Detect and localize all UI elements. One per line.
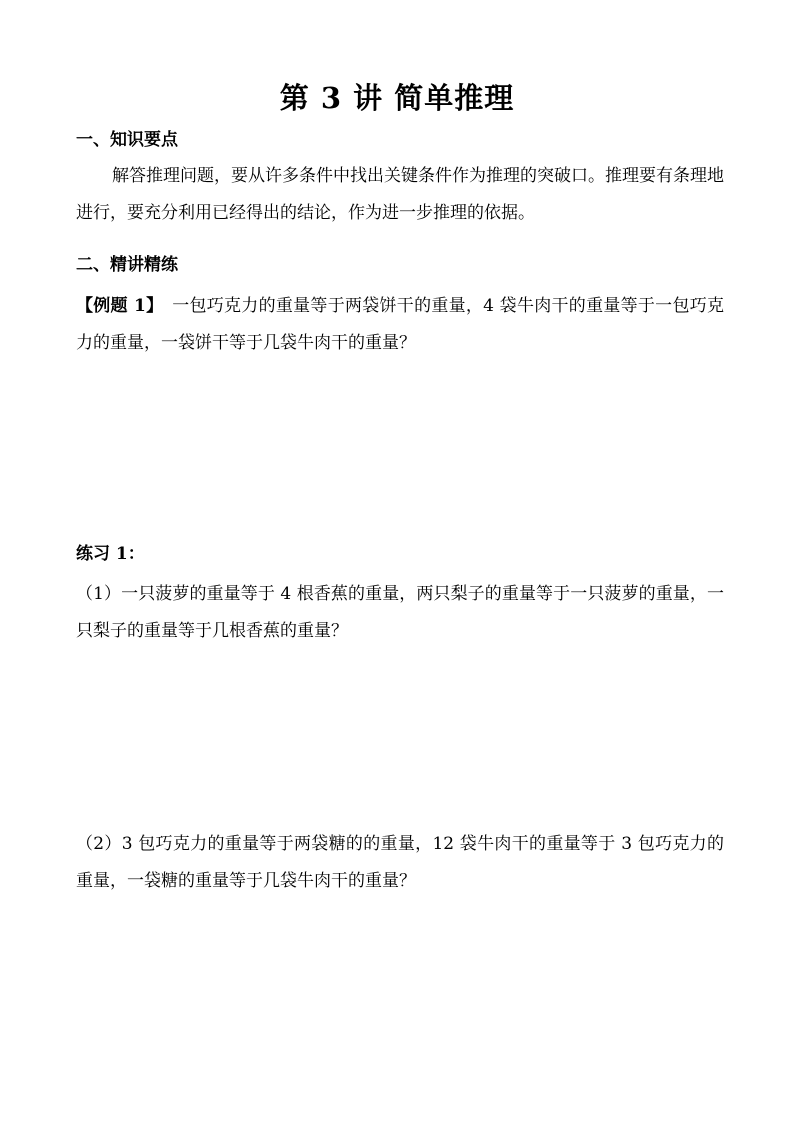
example-1-text: 一包巧克力的重量等于两袋饼干的重量，4 袋牛肉干的重量等于一包巧克力的重量，一袋饼干等于几袋牛肉干的重量？ <box>76 296 725 353</box>
page-title: 第 3 讲 简单推理 <box>279 81 515 115</box>
exercise-1-question-2: （2）3 包巧克力的重量等于两袋糖的的重量，12 袋牛肉干的重量等于 3 包巧克力的重量，一袋糖的重量等于几袋牛肉干的重量？ <box>76 834 724 891</box>
section-heading-practice: 二、精讲精练 <box>76 255 178 275</box>
example-1-label: 【例题 1】 <box>76 296 155 316</box>
knowledge-paragraph: 解答推理问题，要从许多条件中找出关键条件作为推理的突破口。推理要有条理地进行，要充分利用已经得出的结论，作为进一步推理的依据。 <box>76 166 724 223</box>
exercise-1-heading: 练习 1： <box>76 544 145 564</box>
section-heading-knowledge: 一、知识要点 <box>76 130 178 150</box>
exercise-1-question-1: （1）一只菠萝的重量等于 4 根香蕉的重量，两只梨子的重量等于一只菠萝的重量，一只梨子的重量等于几根香蕉的重量？ <box>76 584 724 641</box>
example-1 <box>76 288 724 362</box>
